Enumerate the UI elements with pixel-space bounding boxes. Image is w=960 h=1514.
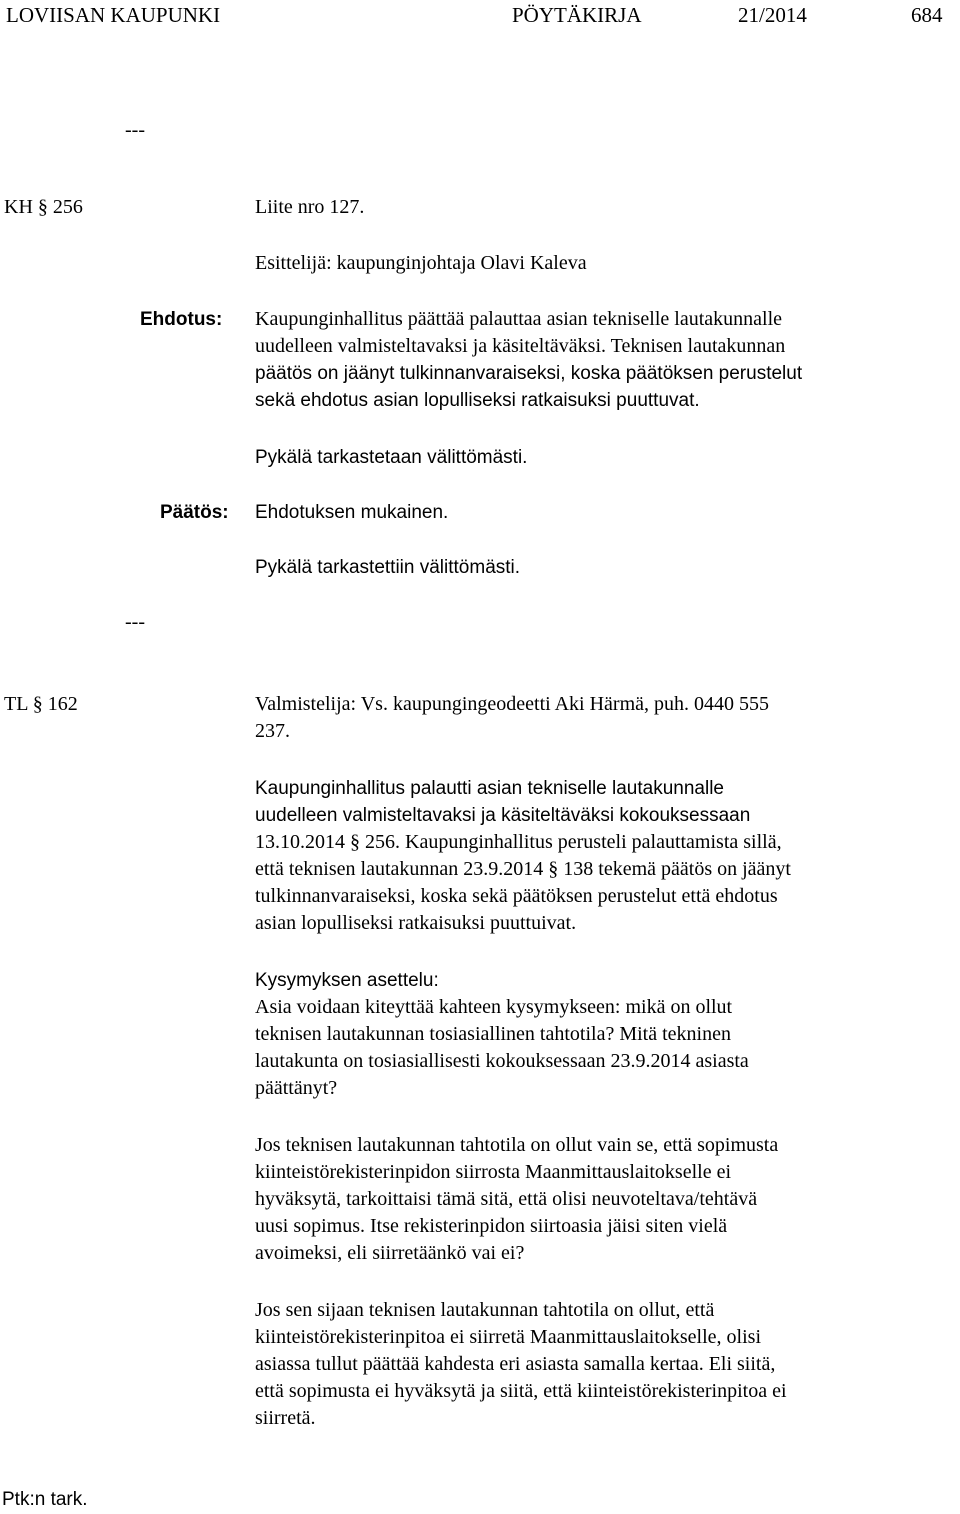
paragraph-line: Kaupunginhallitus palautti asian tekniselle lautakunnalle [255,778,724,799]
decision-label: Päätös: [160,502,229,523]
paragraph-line: asiassa tullut päättää kahdesta eri asiasta samalla kertaa. Eli siitä, [255,1353,776,1375]
separator: --- [125,119,145,141]
paragraph-line: lautakunta on tosiasiallisesti kokouksessaan 23.9.2014 asiasta [255,1050,749,1072]
document-type: PÖYTÄKIRJA [512,3,642,27]
proposal-line: Kaupunginhallitus päättää palauttaa asian tekniselle lautakunnalle [255,308,783,330]
paragraph-line: asian lopulliseksi ratkaisuksi puuttuivat. [255,912,577,934]
paragraph-line: teknisen lautakunnan tosiasiallinen tahtotila? Mitä tekninen [255,1023,731,1045]
paragraph-line: Asia voidaan kiteyttää kahteen kysymykseen: mikä on ollut [255,996,733,1018]
kh-section-ref: KH § 256 [4,196,83,218]
paragraph-line: hyväksytä, tarkoittaisi tämä sitä, että olisi neuvoteltava/tehtävä [255,1188,758,1210]
paragraph [255,994,935,1102]
decision-text: Ehdotuksen mukainen. [255,502,449,523]
paragraph-line: Jos sen sijaan teknisen lautakunnan tahtotila on ollut, että [255,1299,715,1321]
paragraph-line: kiinteistörekisterinpidon siirrosta Maanmittauslaitokselle ei [255,1161,732,1183]
separator: --- [125,611,145,633]
paragraph-line: avoimeksi, eli siirretäänkö vai ei? [255,1242,525,1264]
proposal-line: päätös on jäänyt tulkinnanvaraiseksi, koska päätöksen perustelut [255,363,803,384]
paragraph-line: kiinteistörekisterinpitoa ei siirretä Maanmittauslaitokselle, olisi [255,1326,761,1348]
question-heading: Kysymyksen asettelu: [255,970,439,991]
preparer-line: 237. [255,720,290,742]
paragraph [255,775,935,937]
document-number: 21/2014 [738,3,807,27]
review-note: Pykälä tarkastettiin välittömästi. [255,557,521,578]
paragraph-line: siirretä. [255,1407,316,1429]
paragraph-line: uudelleen valmisteltavaksi ja käsiteltäväksi kokouksessaan [255,805,751,826]
preparer-info [255,691,935,745]
paragraph-line: tulkinnanvaraiseksi, koska sekä päätöksen perustelut että ehdotus [255,885,778,907]
inspection-footer: Ptk:n tark. [2,1489,88,1510]
paragraph-line: 13.10.2014 § 256. Kaupunginhallitus perusteli palauttamista sillä, [255,831,782,853]
attachment-number: Liite nro 127. [255,196,365,218]
proposal-line: sekä ehdotus asian lopulliseksi ratkaisuksi puuttuvat. [255,390,700,411]
paragraph-line: uusi sopimus. Itse rekisterinpidon siirtoasia jäisi siten vielä [255,1215,728,1237]
proposal-line: uudelleen valmisteltavaksi ja käsiteltäväksi. Teknisen lautakunnan [255,335,786,357]
page-number: 684 [911,3,943,27]
tl-section-ref: TL § 162 [4,693,78,715]
presenter-line: Esittelijä: kaupunginjohtaja Olavi Kaleva [255,252,587,274]
paragraph-line: päättänyt? [255,1077,338,1099]
preparer-line: Valmistelija: Vs. kaupungingeodeetti Aki Härmä, puh. 0440 555 [255,693,770,715]
paragraph [255,1132,935,1267]
proposal-text [255,306,935,414]
paragraph-line: että teknisen lautakunnan 23.9.2014 § 138 tekemä päätös on jäänyt [255,858,791,880]
paragraph-line: että sopimusta ei hyväksytä ja siitä, että kiinteistörekisterinpitoa ei [255,1380,787,1402]
proposal-label: Ehdotus: [140,309,223,330]
paragraph-line: Jos teknisen lautakunnan tahtotila on ollut vain se, että sopimusta [255,1134,779,1156]
review-note: Pykälä tarkastetaan välittömästi. [255,447,528,468]
organization-name: LOVIISAN KAUPUNKI [6,3,221,27]
paragraph [255,1297,935,1432]
